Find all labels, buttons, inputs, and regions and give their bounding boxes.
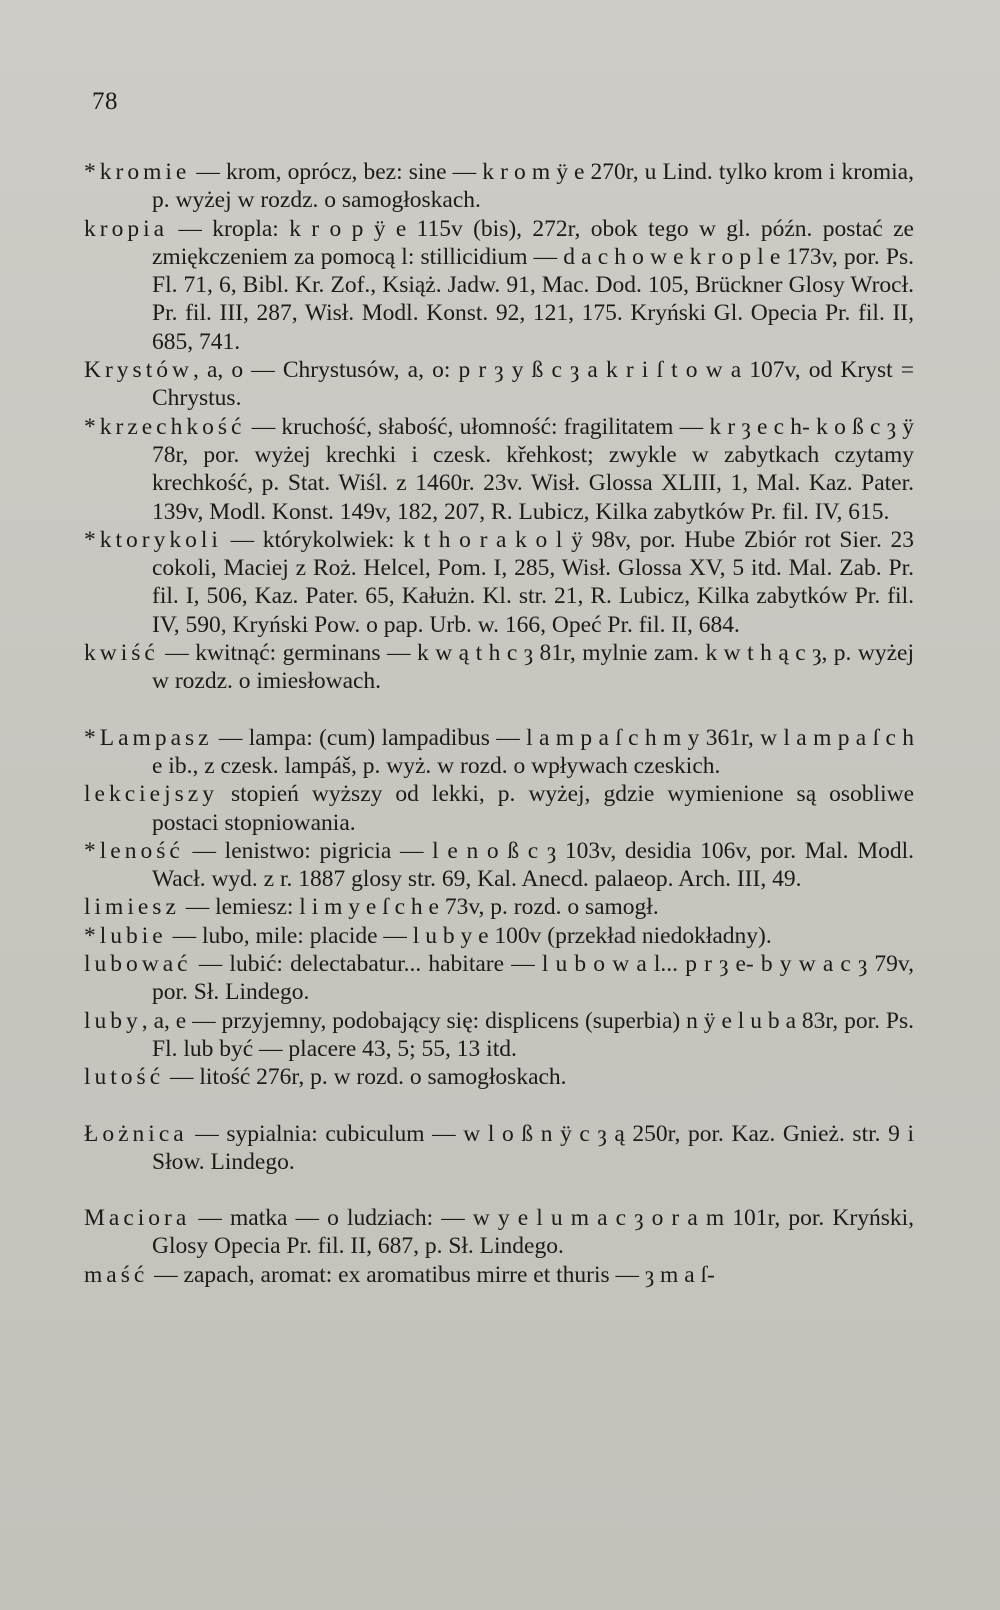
entry-text: — lubić: delectabatur... habitare — l u b o w a l... p r ȝ e- b y w a c ȝ 79v, por. Sł. Lindego. bbox=[152, 951, 914, 1006]
entry-text: — kwitnąć: germinans — k w ą t h c ȝ 81r, mylnie zam. k w t h ą c ȝ, p. wyżej w rozdz. o imiesłowach. bbox=[152, 640, 914, 695]
entry-headword: Maciora bbox=[84, 1205, 191, 1232]
entry-headword: *Lampasz bbox=[84, 724, 213, 751]
dictionary-entry bbox=[84, 1063, 914, 1091]
entry-headword: luby bbox=[84, 1007, 142, 1034]
dictionary-entry bbox=[84, 158, 914, 215]
entry-text: stopień wyższy od lekki, p. wyżej, gdzie wymienione są osobliwe postaci stopniowania. bbox=[152, 781, 914, 836]
entry-text: , a, e — przyjemny, podobający się: displicens (superbia) n ÿ e l u b a 83r, por. Ps. Fl. lub być — placere 43, 5; 55, 13 itd. bbox=[141, 1007, 914, 1062]
entry-headword: Krystów bbox=[84, 357, 193, 384]
entry-headword: kropia bbox=[84, 215, 169, 242]
dictionary-entry bbox=[84, 639, 914, 696]
dictionary-entry bbox=[84, 356, 914, 413]
page-number: 78 bbox=[92, 88, 118, 115]
entry-text: — sypialnia: cubiculum — w l o ß n ÿ c ȝ ą 250r, por. Kaz. Gnież. str. 9 i Słow. Lindego. bbox=[152, 1120, 914, 1175]
dictionary-entry bbox=[84, 1204, 914, 1261]
entry-headword: *ktorykoli bbox=[84, 526, 222, 553]
entry-text: — którykolwiek: k t h o r a k o l ÿ 98v, por. Hube Zbiór rot Sier. 23 cokoli, Maciej z Roż. Helcel, Pom. I, 285, Wisł. Glossa XV, 5 itd. Mal. Zab. Pr. fil. I, 506, Kaz. Pater. 65, Kałużn. Kl. str. 21, R. Lubicz, Kilka zabytków Pr. fil. IV, 590, Kryński Pow. o pap. Urb. w. 166, Opeć Pr. fil. II, 684. bbox=[152, 526, 914, 638]
entry-text: — matka — o ludziach: — w y e l u m a c ȝ o r a m 101r, por. Kryński, Glosy Opecia Pr. fil. II, 687, p. Sł. Lindego. bbox=[152, 1205, 914, 1260]
entry-headword: Łożnica bbox=[84, 1120, 188, 1147]
dictionary-entry bbox=[84, 1007, 914, 1064]
entry-headword: *kromie bbox=[84, 159, 191, 185]
entry-headword: kwiść bbox=[84, 640, 159, 667]
dictionary-entry bbox=[84, 413, 914, 526]
dictionary-entry bbox=[84, 526, 914, 639]
entry-text: , a, o — Chrystusów, a, o: p r ȝ y ß c ȝ a k r i ſ t o w a 107v, od Kryst = Chrystus. bbox=[152, 357, 914, 412]
entry-text: — lubo, mile: placide — l u b y e 100v (przekład niedokładny). bbox=[166, 922, 772, 949]
entry-headword: *leność bbox=[84, 837, 184, 864]
dictionary-entry bbox=[84, 837, 914, 894]
dictionary-entry bbox=[84, 1261, 914, 1289]
entry-headword: maść bbox=[84, 1261, 149, 1288]
dictionary-entry bbox=[84, 893, 914, 921]
entry-text: — lemiesz: l i m y e ſ c h e 73v, p. rozd. o samogł. bbox=[179, 894, 659, 921]
entry-headword: lubować bbox=[84, 951, 192, 978]
entry-text: — krom, oprócz, bez: sine — k r o m ÿ e 270r, u Lind. tylko krom i kromia, p. wyżej w rozdz. o samogłoskach. bbox=[152, 159, 914, 214]
entry-text: — lenistwo: pigricia — l e n o ß c ȝ 103v, desidia 106v, por. Mal. Modl. Wacł. wyd. z r. 1887 glosy str. 69, Kal. Anecd. palaeop. Arch. III, 49. bbox=[152, 837, 914, 893]
dictionary-entry bbox=[84, 1120, 914, 1177]
entry-headword: *krzechkość bbox=[84, 413, 246, 440]
dictionary-entry bbox=[84, 724, 914, 781]
dictionary-entry bbox=[84, 780, 914, 837]
dictionary-entry bbox=[84, 922, 914, 950]
dictionary-entry bbox=[84, 215, 914, 356]
dictionary-entry bbox=[84, 950, 914, 1007]
entry-headword: lekciejszy bbox=[84, 781, 218, 808]
dictionary-entries bbox=[84, 158, 914, 1289]
entry-headword: *lubie bbox=[84, 922, 167, 949]
entry-text: — kropla: k r o p ÿ e 115v (bis), 272r, obok tego w gl. późn. postać ze zmiękczeniem za pomocą l: stillicidium — d a c h o w e k r o p l e 173v, por. Ps. Fl. 71, 6, Bibl. Kr. Zof., Książ. Jadw. 91, Mac. Dod. 105, Brückner Glosy Wrocł. Pr. fil. III, 287, Wisł. Modl. Konst. 92, 121, 175. Kryński Gl. Opecia Pr. fil. II, 685, 741. bbox=[152, 215, 914, 355]
entry-text: — litość 276r, p. w rozd. o samogłoskach. bbox=[164, 1064, 567, 1091]
entry-headword: limiesz bbox=[84, 894, 180, 921]
entry-text: — zapach, aromat: ex aromatibus mirre et thuris — ȝ m a ſ- bbox=[148, 1261, 715, 1288]
entry-text: — lampa: (cum) lampadibus — l a m p a ſ c h m y 361r, w l a m p a ſ c h e ib., z czesk. lampáš, p. wyż. w rozd. o wpływach czeskich. bbox=[152, 724, 914, 779]
entry-headword: lutość bbox=[84, 1064, 165, 1091]
entry-text: — kruchość, słabość, ułomność: fragilitatem — k r ȝ e c h- k o ß c ȝ ÿ 78r, por. wyżej krechki i czesk. křehkost; zwykle w zabytkach czytamy krechkość, p. Stat. Wiśl. z 1460r. 23v. Wisł. Glossa XLIII, 1, Mal. Kaz. Pater. 139v, Modl. Konst. 149v, 182, 207, R. Lubicz, Kilka zabytków Pr. fil. IV, 615. bbox=[152, 413, 914, 525]
